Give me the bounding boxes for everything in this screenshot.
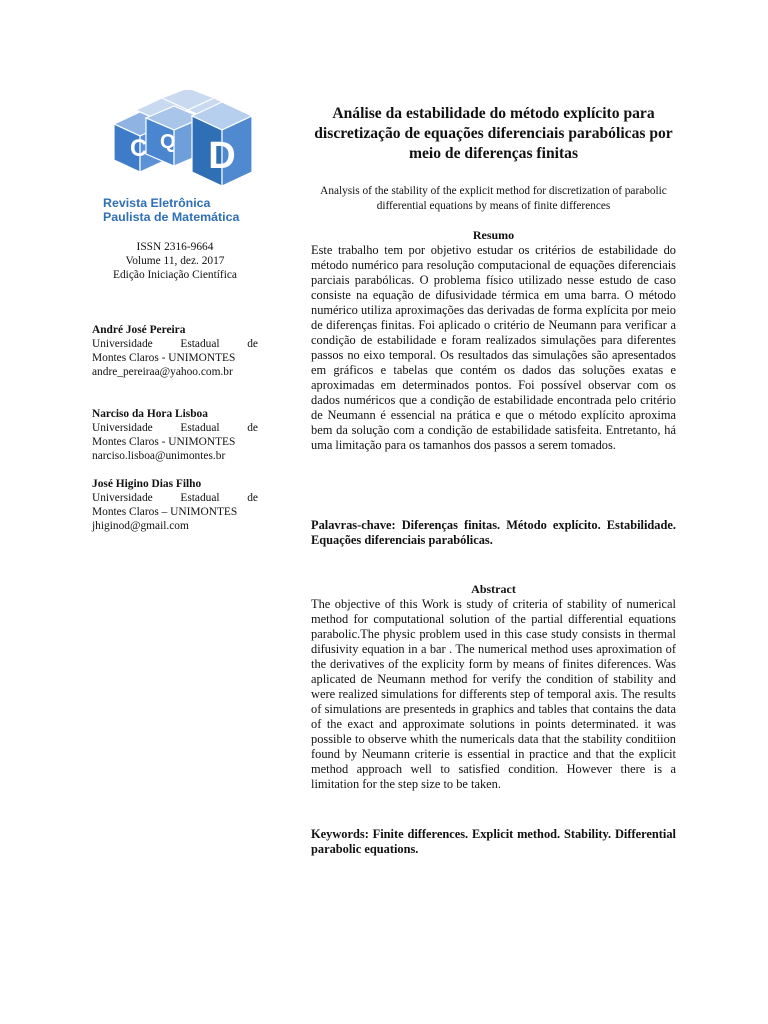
author-1	[92, 323, 258, 379]
logo-letter-q: Q	[160, 131, 176, 153]
author-email: andre_pereiraa@yahoo.com.br	[92, 366, 233, 378]
author-affiliation-line2: Montes Claros - UNIMONTES	[92, 352, 236, 364]
paper-title-english: Analysis of the stability of the explicit method for discretization of parabolic differential equations by means of finite differences	[320, 185, 667, 212]
logo-letter-c: C	[130, 135, 148, 162]
volume: Volume 11, dez. 2017	[125, 255, 225, 267]
author-affiliation: Universidade Estadual de	[92, 338, 258, 350]
author-name: Narciso da Hora Lisboa	[92, 408, 208, 420]
resumo-text: Este trabalho tem por objetivo estudar os critérios de estabilidade do método numérico para resolução computacional de equações diferenciais parciais parabólicas. O problema físico utilizado nesse estudo de caso consiste na equação de difusividade térmica em uma barra. O método numérico utiliza aproximações das derivadas de forma explícita por meio de diferenças finitas. Foi aplicado o critério de Neumann para verificar a condição de estabilidade e foram realizados simulações para diferentes passos no eixo temporal. Os resultados das simulações são apresentados em gráficos e tabelas que contém os dados das soluções exatas e aproximadas em determinados pontos. Foi possível observar com os dados numéricos que a condição de estabilidade encontrada pelo critério de Neumann é essencial na prática e que o método explícito aproxima bem da solução com a condição de estabilidade satisfeita. Entretanto, há uma limitação para os tamanhos dos passos a serem tomados.	[311, 243, 676, 452]
issn: ISSN 2316-9664	[136, 241, 214, 253]
author-email: narciso.lisboa@unimontes.br	[92, 450, 226, 462]
abstract-text: The objective of this Work is study of criteria of stability of numerical method for computational solution of the partial differential equations parabolic.The physic problem used in this case study consists in thermal difusivity equation in a bar . The numerical method uses aproximation of the derivatives of the explicity form by means of finites diferences. Was aplicated de Neumann method for verify the condition of stability and were realized simulations for differents step of temporal axis. The results of simulations are presenteds in graphics and tables that contains the data of the exact and approximate solutions in points determinated. it was possible to observe whith the numericals data that the stability conditiion found by Neumann criterie is essential in practice and that the explicit method approach well to satisfied condition. However there is a limitation for the step size to be taken.	[311, 597, 676, 791]
keywords: Keywords: Finite differences. Explicit method. Stability. Differential parabolic equations.	[311, 827, 676, 856]
author-2	[92, 407, 258, 463]
palavras-chave: Palavras-chave: Diferenças finitas. Método explícito. Estabilidade. Equações diferenciais parabólicas.	[311, 518, 676, 547]
author-affiliation: Universidade Estadual de	[92, 422, 258, 434]
publication-info	[92, 240, 258, 282]
paper-title: Análise da estabilidade do método explícito para discretização de equações diferenciais parabólicas por meio de diferenças finitas	[314, 105, 673, 162]
author-email: jhiginod@gmail.com	[92, 520, 189, 532]
resumo-heading: Resumo	[472, 228, 515, 242]
logo-letter-d: D	[208, 135, 236, 177]
author-affiliation-line2: Montes Claros – UNIMONTES	[92, 506, 238, 518]
abstract-heading: Abstract	[471, 582, 516, 596]
author-name: André José Pereira	[92, 324, 186, 336]
author-affiliation-line2: Montes Claros - UNIMONTES	[92, 436, 236, 448]
author-affiliation: Universidade Estadual de	[92, 492, 258, 504]
author-name: José Higino Dias Filho	[92, 478, 202, 490]
journal-logo	[104, 90, 264, 192]
cqd-cube-logo-icon	[104, 90, 264, 192]
journal-name	[103, 196, 279, 224]
journal-name-line2: Paulista de Matemática	[103, 210, 240, 224]
journal-name-line1: Revista Eletrônica	[103, 196, 211, 210]
author-3	[92, 477, 258, 533]
edition: Edição Iniciação Científica	[113, 269, 237, 281]
